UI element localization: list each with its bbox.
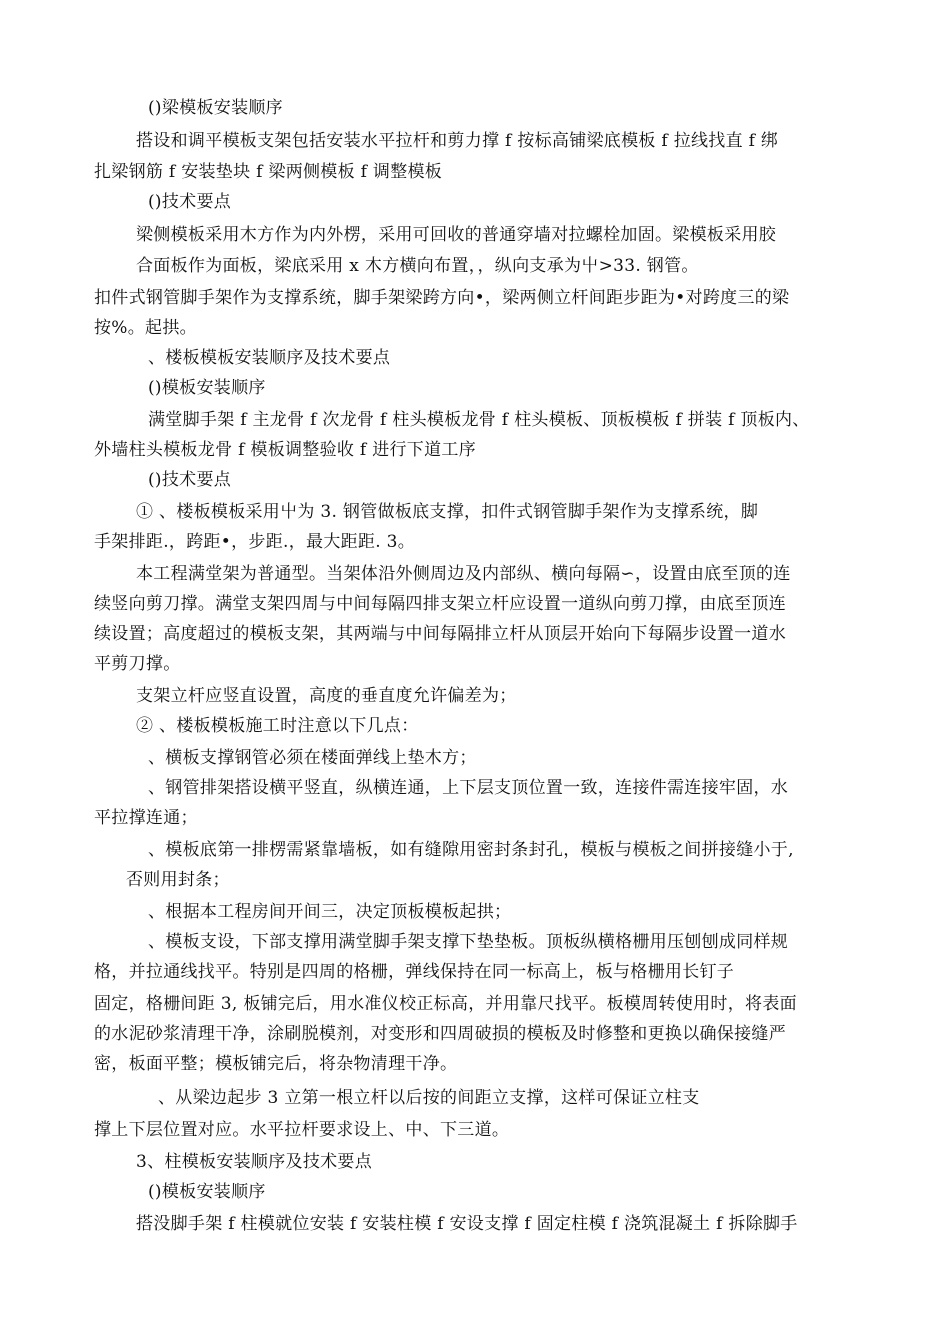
text-line: 合面板作为面板，梁底采用 x 木方横向布置，，纵向支承为屮>33. 钢管。 [136,256,699,276]
text-line: 搭没脚手架 f 柱模就位安装 f 安装柱模 f 安设支撑 f 固定柱模 f 浇筑混凝土 f 拆除脚手 [136,1214,798,1234]
text-line: 的水泥砂浆清理干净，涂刷脱模剂，对变形和四周破损的模板及时修整和更换以确保接缝严 [94,1024,786,1044]
text-line: 手架排距.，跨距•，步距.，最大距距. 3。 [94,532,416,552]
text-line: ② 、楼板模板施工时注意以下几点： [136,716,419,736]
text-line: 、横板支撑钢管必须在楼面弹线上垫木方； [148,748,477,768]
text-line: ()模板安装顺序 [148,378,266,398]
text-line: 扎梁钢筋 f 安装垫块 f 梁两侧模板 f 调整模板 [94,162,443,182]
text-line: 续竖向剪刀撑。满堂支架四周与中间每隔四排支架立杆应设置一道纵向剪刀撑，由底至顶连 [94,594,786,614]
text-line: ① 、楼板模板采用屮为 3. 钢管做板底支撑，扣件式钢管脚手架作为支撑系统，脚 [136,502,759,522]
text-line: 扣件式钢管脚手架作为支撑系统，脚手架梁跨方向•，梁两侧立杆间距步距为•对跨度三的梁 [94,288,790,308]
text-line: 固定，格栅间距 3, 板铺完后，用水准仪校正标高，并用靠尺找平。板模周转使用时，将表面 [94,994,797,1014]
text-line: 、模板底第一排楞需紧靠墙板，如有缝隙用密封条封孔，模板与模板之间拼接缝小于, [148,840,794,860]
text-line: ()模板安装顺序 [148,1182,266,1202]
text-line: 、从梁边起步 3 立第一根立杆以后按的间距立支撑，这样可保证立柱支 [158,1088,700,1108]
text-line: ()技术要点 [148,192,232,212]
text-line: 、根据本工程房间开间三，决定顶板模板起拱； [148,902,512,922]
text-line: 3、柱模板安装顺序及技术要点 [136,1152,373,1172]
text-line: 本工程满堂架为普通型。当架体沿外侧周边及内部纵、横向每隔∽，设置由底至顶的连 [136,564,791,584]
text-line: 外墙柱头模板龙骨 f 模板调整验收 f 进行下道工序 [94,440,476,460]
text-line: 支架立杆应竖直设置，高度的垂直度允许偏差为； [136,686,517,706]
text-line: 搭设和调平模板支架包括安装水平拉杆和剪力撑 f 按标高铺梁底模板 f 拉线找直 f 绑 [136,131,779,151]
text-line: 、钢管排架搭设横平竖直，纵横连通，上下层支顶位置一致，连接件需连接牢固，水 [148,778,789,798]
text-line: ()技术要点 [148,470,232,490]
text-line: 撑上下层位置对应。水平拉杆要求设上、中、下三道。 [94,1120,510,1140]
text-line: ()梁模板安装顺序 [148,98,283,118]
text-line: 梁侧模板采用木方作为内外楞，采用可回收的普通穿墙对拉螺栓加固。梁模板采用胶 [136,225,777,245]
text-line: 、楼板模板安装顺序及技术要点 [148,348,391,368]
text-line: 密，板面平整；模板铺完后，将杂物清理干净。 [94,1054,458,1074]
text-line: 平剪刀撑。 [94,654,181,674]
text-line: 否则用封条； [126,870,230,890]
text-line: 、模板支设，下部支撑用满堂脚手架支撑下垫垫板。顶板纵横格栅用压刨刨成同样规 [148,932,789,952]
text-line: 续设置；高度超过的模板支架，其两端与中间每隔排立杆从顶层开始向下每隔步设置一道水 [94,624,786,644]
text-line: 按%。起拱。 [94,318,197,338]
text-line: 满堂脚手架 f 主龙骨 f 次龙骨 f 柱头模板龙骨 f 柱头模板、顶板模板 f 拼装 f 顶板内、 [148,410,810,430]
text-line: 平拉撑连通； [94,808,198,828]
text-line: 格，并拉通线找平。特别是四周的格栅，弹线保持在同一标高上，板与格栅用长钉子 [94,962,735,982]
